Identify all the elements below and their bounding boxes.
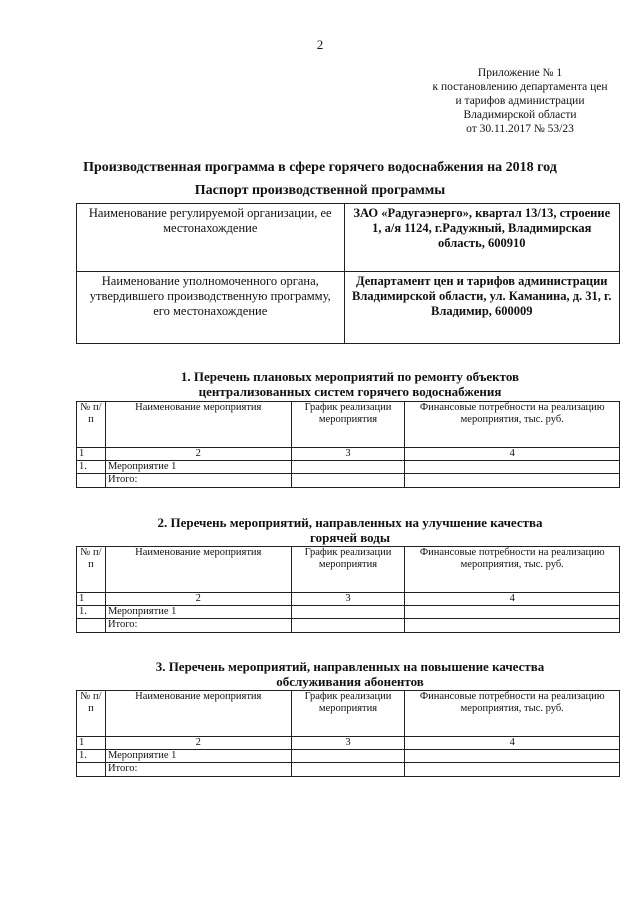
row-name: Мероприятие 1	[105, 606, 291, 619]
column-number-row	[77, 448, 620, 461]
column-number: 3	[291, 448, 405, 461]
column-number: 4	[405, 448, 620, 461]
activities-table-3	[76, 690, 620, 777]
row-num: 1.	[77, 461, 106, 474]
passport-value: Департамент цен и тарифов администрации Владимирской области, ул. Каманина, д. 31, г. Владимир, 600009	[344, 272, 619, 344]
header-finance: Финансовые потребности на реализацию мероприятия, тыс. руб.	[405, 691, 620, 737]
header-num: № п/п	[77, 547, 106, 593]
activities-table-2	[76, 546, 620, 633]
table-row	[77, 606, 620, 619]
header-schedule: График реализации мероприятия	[291, 402, 405, 448]
annex-line: Владимирской области	[463, 109, 577, 121]
section-title	[80, 515, 620, 545]
header-name: Наименование мероприятия	[105, 402, 291, 448]
header-name: Наименование мероприятия	[105, 547, 291, 593]
header-num: № п/п	[77, 691, 106, 737]
column-number-row	[77, 593, 620, 606]
total-label: Итого:	[105, 474, 291, 488]
activities-table-1	[76, 401, 620, 488]
header-row	[77, 547, 620, 593]
column-number: 4	[405, 593, 620, 606]
section-title	[80, 659, 620, 689]
passport-row	[77, 204, 620, 272]
column-number: 2	[105, 737, 291, 750]
header-name: Наименование мероприятия	[105, 691, 291, 737]
total-row	[77, 763, 620, 777]
passport-label: Наименование уполномоченного органа, утвердившего производственную программу, его местонахождение	[77, 272, 345, 344]
passport-label: Наименование регулируемой организации, ее местонахождение	[77, 204, 345, 272]
passport-table	[76, 203, 620, 344]
row-name: Мероприятие 1	[105, 750, 291, 763]
column-number-row	[77, 737, 620, 750]
section-title-line: централизованных систем горячего водоснабжения	[198, 384, 502, 399]
header-row	[77, 402, 620, 448]
column-number: 3	[291, 593, 405, 606]
annex-line: от 30.11.2017 № 53/23	[466, 123, 574, 135]
section-title-line: 2. Перечень мероприятий, направленных на улучшение качества	[157, 515, 543, 530]
header-schedule: График реализации мероприятия	[291, 691, 405, 737]
column-number: 2	[105, 448, 291, 461]
total-row	[77, 619, 620, 633]
column-number: 4	[405, 737, 620, 750]
section-title-line: 3. Перечень мероприятий, направленных на повышение качества	[155, 659, 545, 674]
column-number: 1	[77, 448, 106, 461]
table-row	[77, 461, 620, 474]
page-number: 2	[316, 37, 324, 52]
passport-title: Паспорт производственной программы	[194, 183, 446, 198]
row-num: 1.	[77, 750, 106, 763]
annex-block	[420, 66, 620, 136]
section-title	[80, 369, 620, 399]
header-finance: Финансовые потребности на реализацию мероприятия, тыс. руб.	[405, 547, 620, 593]
column-number: 2	[105, 593, 291, 606]
row-name: Мероприятие 1	[105, 461, 291, 474]
total-label: Итого:	[105, 619, 291, 633]
annex-line: Приложение № 1	[477, 67, 563, 79]
header-num: № п/п	[77, 402, 106, 448]
section-title-line: 1. Перечень плановых мероприятий по ремонту объектов	[180, 369, 520, 384]
annex-line: и тарифов администрации	[455, 95, 585, 107]
header-schedule: График реализации мероприятия	[291, 547, 405, 593]
header-finance: Финансовые потребности на реализацию мероприятия, тыс. руб.	[405, 402, 620, 448]
annex-line: к постановлению департамента цен	[432, 81, 608, 93]
section-title-line: горячей воды	[310, 530, 390, 545]
table-row	[77, 750, 620, 763]
total-row	[77, 474, 620, 488]
total-label: Итого:	[105, 763, 291, 777]
row-num: 1.	[77, 606, 106, 619]
column-number: 3	[291, 737, 405, 750]
section-title-line: обслуживания абонентов	[276, 674, 424, 689]
passport-row	[77, 272, 620, 344]
passport-value: ЗАО «Радугаэнерго», квартал 13/13, строение 1, а/я 1124, г.Радужный, Владимирская область, 600910	[344, 204, 619, 272]
column-number: 1	[77, 737, 106, 750]
header-row	[77, 691, 620, 737]
column-number: 1	[77, 593, 106, 606]
main-title: Производственная программа в сфере горячего водоснабжения на 2018 год	[83, 160, 557, 175]
